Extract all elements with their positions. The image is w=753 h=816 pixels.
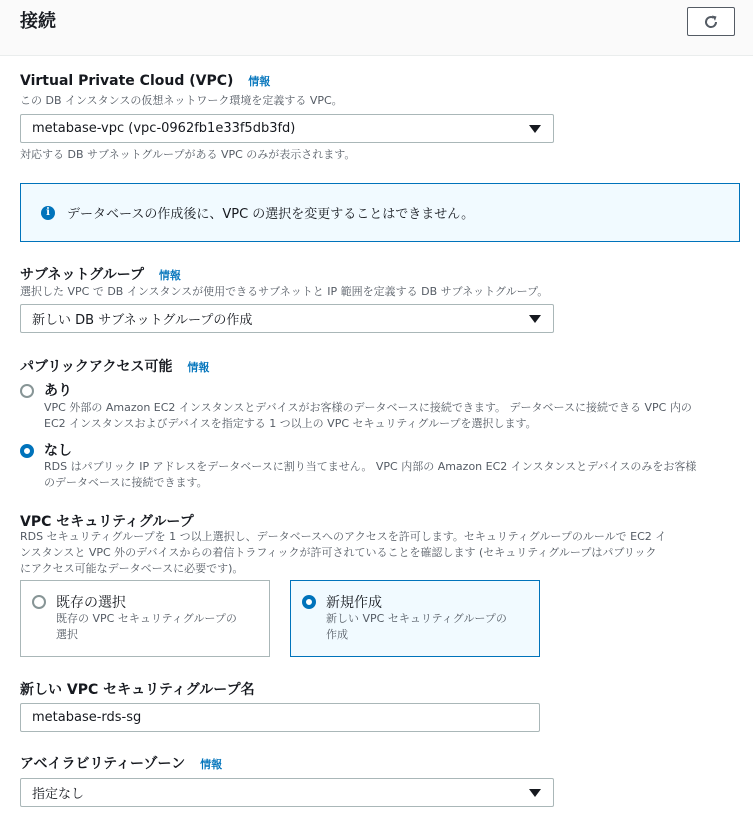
security-group-existing-description bbox=[56, 611, 237, 643]
availability-zone-select[interactable] bbox=[20, 778, 554, 807]
public-access-yes-radio[interactable] bbox=[20, 384, 34, 398]
public-access-label: パブリックアクセス可能 bbox=[20, 359, 173, 375]
security-group-new-label: 新規作成 bbox=[326, 595, 382, 611]
security-group-new-description bbox=[326, 611, 507, 643]
desc-line: RDS はパブリック IP アドレスをデータベースに割り当てません。 VPC 内部の Amazon EC2 インスタンスとデバイスのみをお客様 bbox=[44, 460, 697, 473]
vpc-alert-text: データベースの作成後に、VPC の選択を変更することはできません。 bbox=[67, 207, 475, 222]
desc-line: にアクセス可能なデータベースに必要です)。 bbox=[20, 562, 244, 575]
vpc-selected-value: metabase-vpc (vpc-0962fb1e33f5db3fd) bbox=[32, 121, 296, 136]
availability-zone-field bbox=[20, 753, 222, 773]
vpc-hint: 対応する DB サブネットグループがある VPC のみが表示されます。 bbox=[20, 148, 356, 161]
public-access-yes-label[interactable]: あり bbox=[44, 383, 72, 399]
caret-down-icon bbox=[529, 315, 541, 323]
desc-line: 選択 bbox=[56, 628, 78, 641]
vpc-alert bbox=[20, 183, 740, 242]
public-access-field bbox=[20, 356, 209, 376]
public-access-no-radio[interactable] bbox=[20, 444, 34, 458]
desc-line: 既存の VPC セキュリティグループの bbox=[56, 612, 237, 625]
refresh-button[interactable] bbox=[687, 7, 735, 36]
security-group-new-radio[interactable] bbox=[302, 595, 316, 609]
desc-line: 新しい VPC セキュリティグループの bbox=[326, 612, 507, 625]
security-group-label: VPC セキュリティグループ bbox=[20, 514, 194, 530]
public-access-no-label[interactable]: なし bbox=[44, 443, 72, 459]
security-group-existing-radio[interactable] bbox=[32, 595, 46, 609]
section-header bbox=[0, 0, 753, 56]
subnet-group-field bbox=[20, 264, 181, 284]
vpc-label: Virtual Private Cloud (VPC) bbox=[20, 73, 234, 89]
subnet-group-select[interactable] bbox=[20, 304, 554, 333]
security-group-description bbox=[20, 529, 666, 577]
security-group-new-card[interactable] bbox=[290, 580, 540, 657]
desc-line: 作成 bbox=[326, 628, 348, 641]
desc-line: のデータベースに接続できます。 bbox=[44, 476, 208, 489]
refresh-icon bbox=[703, 14, 719, 30]
availability-zone-label: アベイラビリティーゾーン bbox=[20, 756, 186, 772]
desc-line: EC2 インスタンスおよびデバイスを指定する 1 つ以上の VPC セキュリティグループを選択します。 bbox=[44, 417, 537, 430]
vpc-select[interactable] bbox=[20, 114, 554, 143]
new-sg-name-label: 新しい VPC セキュリティグループ名 bbox=[20, 682, 255, 698]
public-access-yes-description bbox=[44, 400, 692, 432]
public-access-no-description bbox=[44, 459, 696, 491]
security-group-existing-card[interactable] bbox=[20, 580, 270, 657]
new-sg-name-input[interactable] bbox=[20, 703, 540, 732]
security-group-field bbox=[20, 511, 194, 531]
subnet-group-selected-value: 新しい DB サブネットグループの作成 bbox=[32, 313, 253, 328]
availability-zone-selected-value: 指定なし bbox=[32, 787, 85, 802]
vpc-info-link[interactable]: 情報 bbox=[248, 75, 271, 88]
info-icon: i bbox=[41, 206, 55, 220]
new-sg-name-field bbox=[20, 679, 255, 699]
subnet-group-label: サブネットグループ bbox=[20, 267, 145, 283]
subnet-group-description: 選択した VPC で DB インスタンスが使用できるサブネットと IP 範囲を定義する DB サブネットグループ。 bbox=[20, 285, 549, 298]
public-access-info-link[interactable]: 情報 bbox=[187, 361, 210, 374]
desc-line: ンスタンスと VPC 外のデバイスからの着信トラフィックが許可されていることを確認します (セキュリティグループはパブリック bbox=[20, 546, 657, 559]
subnet-group-info-link[interactable]: 情報 bbox=[158, 269, 181, 282]
vpc-description: この DB インスタンスの仮想ネットワーク環境を定義する VPC。 bbox=[20, 94, 343, 107]
caret-down-icon bbox=[529, 789, 541, 797]
section-title: 接続 bbox=[20, 11, 56, 32]
security-group-existing-label: 既存の選択 bbox=[56, 595, 126, 611]
vpc-field bbox=[20, 73, 270, 89]
caret-down-icon bbox=[529, 125, 541, 133]
availability-zone-info-link[interactable]: 情報 bbox=[200, 758, 223, 771]
desc-line: VPC 外部の Amazon EC2 インスタンスとデバイスがお客様のデータベースに接続できます。 データベースに接続できる VPC 内の bbox=[44, 401, 692, 414]
desc-line: RDS セキュリティグループを 1 つ以上選択し、データベースへのアクセスを許可します。セキュリティグループのルールで EC2 イ bbox=[20, 530, 667, 543]
